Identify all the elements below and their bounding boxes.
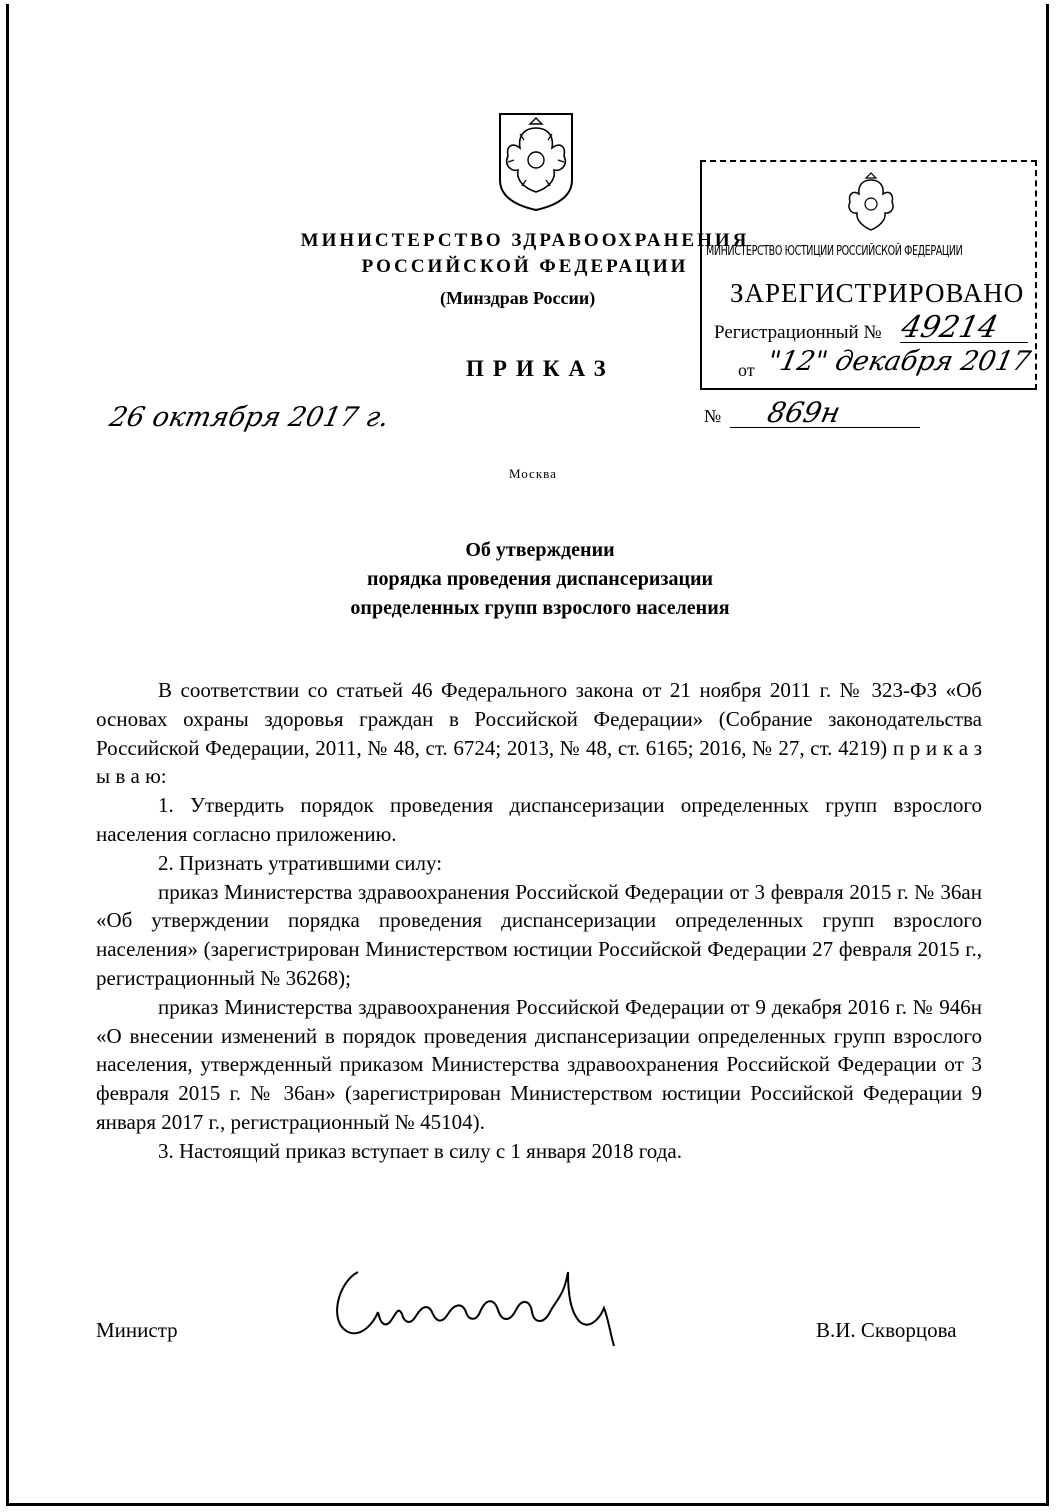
stamp-date: "12" декабря 2017 — [764, 346, 1034, 377]
coat-of-arms-icon — [494, 110, 578, 214]
preamble-text: В соответствии со статьей 46 Федерального закона от 21 ноября 2011 г. № 323-ФЗ «Об основах охраны здоровья граждан в Российской Федерации» (Собрание законодательства Российской Федерации, 2011, № 48, ст. 6724; 2013, № 48, ст. 6165; 2016, № 27, ст. 4219) — [96, 678, 982, 760]
signatory-position: Министр — [96, 1318, 178, 1342]
stamp-underline — [900, 342, 1028, 343]
signatory-name: В.И. Скворцова — [816, 1318, 957, 1342]
stamp-registered: ЗАРЕГИСТРИРОВАНО — [730, 278, 1025, 308]
order-number: 869н — [764, 396, 844, 429]
stamp-reg-number-label: Регистрационный № — [714, 322, 882, 343]
title-line3: определенных групп взрослого населения — [350, 597, 730, 619]
ministry-short-name: (Минздрав России) — [440, 288, 596, 308]
stamp-emblem-icon — [838, 172, 904, 238]
stamp-organization: МИНИСТЕРСТВО ЮСТИЦИИ РОССИЙСКОЙ ФЕДЕРАЦИИ — [706, 244, 963, 259]
document-type: ПРИКАЗ — [466, 356, 615, 381]
order-date: 26 октября 2017 г. — [106, 402, 392, 433]
title-line2: порядка проведения диспансеризации — [366, 568, 714, 590]
item-1: 1. Утвердить порядок проведения диспансеризации определенных групп взрослого населения согласно приложению. — [96, 793, 982, 846]
ministry-name-line2: РОССИЙСКОЙ ФЕДЕРАЦИИ — [361, 256, 689, 277]
item-2: 2. Признать утратившими силу: — [158, 850, 443, 875]
item-2a: приказ Министерства здравоохранения Российской Федерации от 3 февраля 2015 г. № 36ан «Об утверждении порядка проведения диспансеризации определенных групп взрослого населения» (зарегистрирован Министерством юстиции Российской Федерации 27 февраля 2015 г., регистрационный № 36268); — [96, 879, 982, 990]
title-line1: Об утверждении — [465, 539, 615, 561]
preamble — [96, 676, 982, 791]
ministry-name-line1: МИНИСТЕРСТВО ЗДРАВООХРАНЕНИЯ — [300, 230, 750, 251]
item-3: 3. Настоящий приказ вступает в силу с 1 января 2018 года. — [158, 1138, 682, 1163]
document-title — [250, 536, 830, 623]
stamp-reg-number: 49214 — [898, 310, 1002, 345]
signature — [318, 1252, 638, 1362]
city: Москва — [509, 466, 557, 481]
signature-text: Скворцова — [318, 1252, 323, 1253]
item-2b: приказ Министерства здравоохранения Российской Федерации от 9 декабря 2016 г. № 946н «О внесении изменений в порядок проведения диспансеризации определенных групп взрослого населения, утвержденный приказом Министерства здравоохранения Российской Федерации от 3 февраля 2015 г. № 36ан» (зарегистрирован Министерством юстиции Российской Федерации 9 января 2017 г., регистрационный № 45104). — [96, 994, 982, 1134]
stamp-date-prefix: от — [738, 360, 755, 380]
document-body — [96, 676, 982, 1166]
preamble-decree: п р и к а з ы в а ю: — [96, 735, 983, 789]
registration-stamp — [700, 160, 1037, 390]
order-number-label: № — [704, 406, 722, 426]
